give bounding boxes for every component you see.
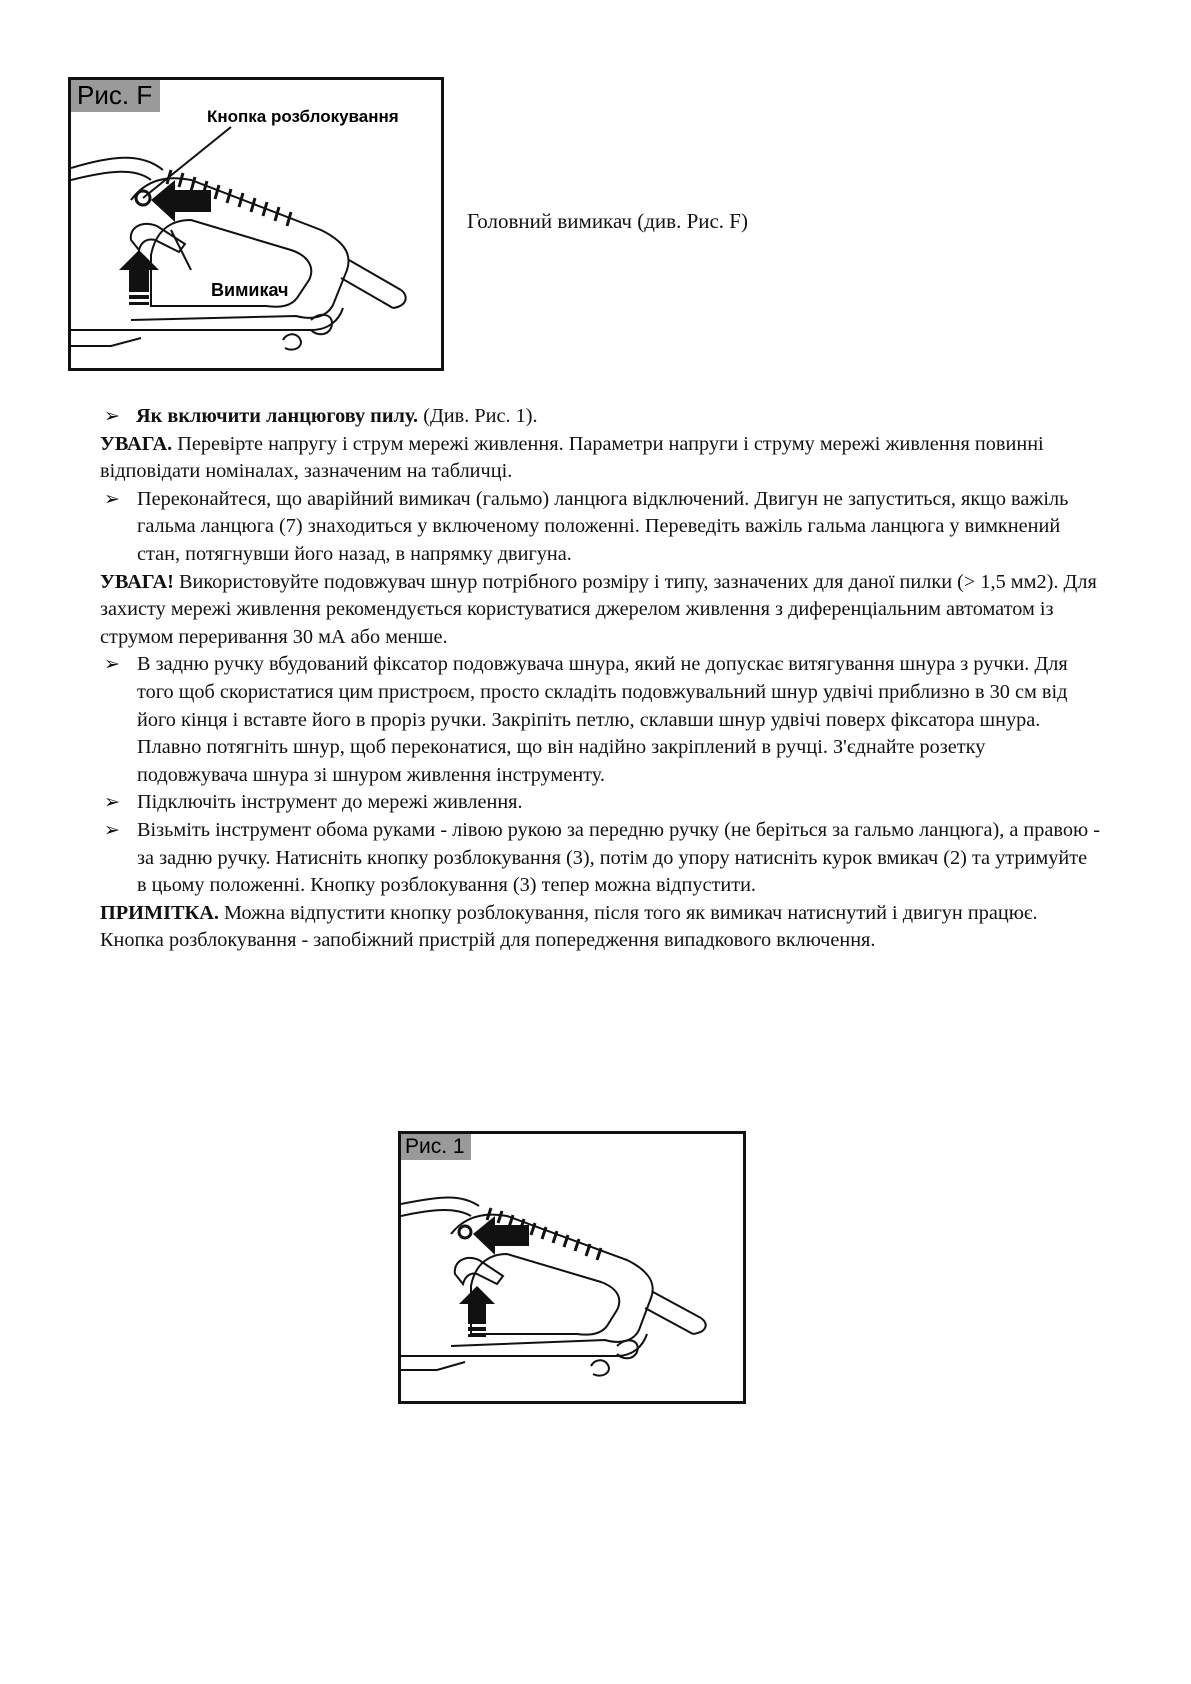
warning-2-text: Використовуйте подовжувач шнур потрібного розміру і типу, зазначених для даної пилки (> 1,5 мм2). Для захисту мережі живлення рекомендується користуватися джерелом живлення з диференціальним автоматом із струмом переривання 30 мА або менше. — [100, 570, 1097, 648]
main-switch-caption: Головний вимикач (див. Рис. F) — [467, 209, 748, 233]
warning-2 — [100, 569, 1100, 652]
heading-bullet — [100, 403, 1100, 431]
arrow-bullet-icon: ➢ — [104, 791, 120, 814]
note-text: Можна відпустити кнопку розблокування, після того як вимикач натиснутий і двигун працює. Кнопка розблокування - запобіжний пристрій для попередження випадкового включення. — [100, 901, 1038, 952]
note — [100, 900, 1100, 955]
arrow-bullet-icon: ➢ — [104, 653, 120, 676]
chainsaw-handle-illustration — [401, 1134, 743, 1401]
switch-annotation: Вимикач — [211, 280, 289, 300]
note-label: ПРИМІТКА. — [100, 901, 219, 924]
warning-1 — [100, 431, 1100, 486]
arrow-bullet-icon: ➢ — [104, 487, 120, 510]
bullet-1 — [100, 486, 1100, 569]
arrow-bullet-icon: ➢ — [104, 405, 120, 427]
heading-rest: (Див. Рис. 1). — [418, 405, 538, 427]
figure-f — [68, 77, 444, 371]
unlock-button-annotation: Кнопка розблокування — [207, 107, 399, 126]
figure-f-label: Рис. F — [71, 80, 160, 112]
instructions-body — [100, 403, 1100, 955]
arrow-bullet-icon: ➢ — [104, 818, 120, 841]
figure-1-label: Рис. 1 — [401, 1134, 471, 1160]
heading-bold: Як включити ланцюгову пилу. — [136, 405, 419, 427]
warning-1-text: Перевірте напругу і струм мережі живлення. Параметри напруги і струму мережі живлення повинні відповідати номіналах, зазначеним на табличці. — [100, 432, 1044, 483]
bullet-2 — [100, 651, 1100, 789]
bullet-4-text: Візьміть інструмент обома руками - лівою рукою за передню ручку (не беріться за гальмо ланцюга), а правою - за задню ручку. Натисніть кнопку розблокування (3), потім до упору натисніть курок вмикач (2) та утримуйте в цьому положенні. Кнопку розблокування (3) тепер можна відпустити. — [137, 818, 1100, 897]
warning-1-label: УВАГА. — [100, 432, 173, 455]
warning-2-label: УВАГА! — [100, 570, 174, 593]
bullet-2-text: В задню ручку вбудований фіксатор подовжувача шнура, який не допускає витягування шнура з ручки. Для того щоб скористатися цим пристроєм, просто складіть подовжувальний шнур удвічі приблизно в 30 см від його кінця і вставте його в проріз ручки. Закріпіть петлю, склавши шнур удвічі поверх фіксатора шнура. Плавно потягніть шнур, щоб переконатися, що він надійно закріплений в ручці. З'єднайте розетку подовжувача шнура зі шнуром живлення інструменту. — [137, 653, 1068, 786]
bullet-4 — [100, 817, 1100, 900]
figure-1 — [398, 1131, 746, 1404]
bullet-3 — [100, 789, 1100, 817]
bullet-1-text: Переконайтеся, що аварійний вимикач (гальмо) ланцюга відключений. Двигун не запуститься, якщо важіль гальма ланцюга (7) знаходиться у включеному положенні. Переведіть важіль гальма ланцюга у вимкнений стан, потягнувши його назад, в напрямку двигуна. — [137, 487, 1069, 565]
bullet-3-text: Підключіть інструмент до мережі живлення. — [137, 791, 523, 814]
